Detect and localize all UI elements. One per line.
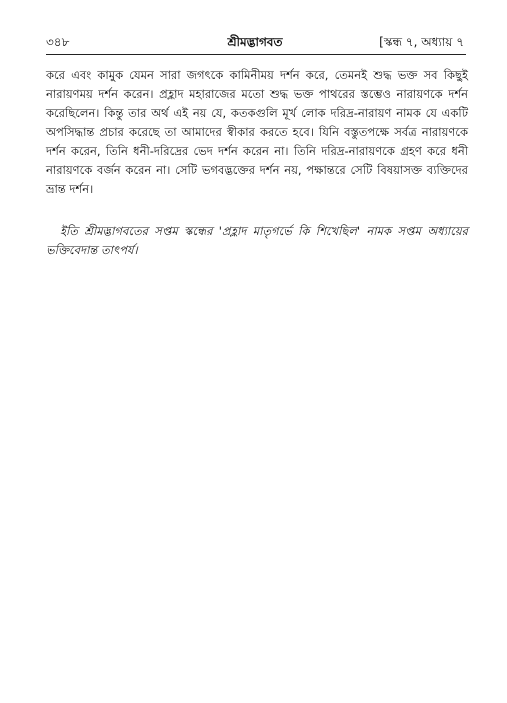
body-paragraph: করে এবং কামুক যেমন সারা জগৎকে কামিনীময় দর্শন করে, তেমনই শুদ্ধ ভক্ত সব কিছুই নারায়ণময় দর্শন করেন। প্রহ্লাদ মহারাজের মতো শুদ্ধ ভক্ত পাথরের স্তম্ভেও নারায়ণকে দর্শন করেছিলেন। কিন্তু তার অর্থ এই নয় যে, কতকগুলি মূর্খ লোক দরিদ্র-নারায়ণ নামক যে একটি অপসিদ্ধান্ত প্রচার করেছে তা আমাদের স্বীকার করতে হবে। যিনি বস্তুতপক্ষে সর্বত্র নারায়ণকে দর্শন করেন, তিনি ধনী-দরিদ্রের ভেদ দর্শন করেন না। তিনি দরিদ্র-নারায়ণকে গ্রহণ করে ধনী নারায়ণকে বর্জন করেন না। সেটি ভগবদ্ভক্তের দর্শন নয়, পক্ষান্তরে সেটি বিষয়াসক্ত ব্যক্তিদের ভ্রান্ত দর্শন। [46,68,468,196]
page-body [46,66,468,260]
running-title: শ্রীমদ্ভাগবত [227,35,283,49]
page-header [46,34,464,50]
header-rule [46,54,466,55]
chapter-colophon: ইতি শ্রীমদ্ভাগবতের সপ্তম স্কন্ধের 'প্রহ্লাদ মাতৃগর্ভে কি শিখেছিল' নামক সপ্তম অধ্যায়ের ভক্তিবেদান্ত তাৎপর্য। [46,224,468,257]
page-number: ৩৪৮ [46,35,70,49]
section-reference: [স্কন্ধ ৭, অধ্যায় ৭ [379,35,464,49]
